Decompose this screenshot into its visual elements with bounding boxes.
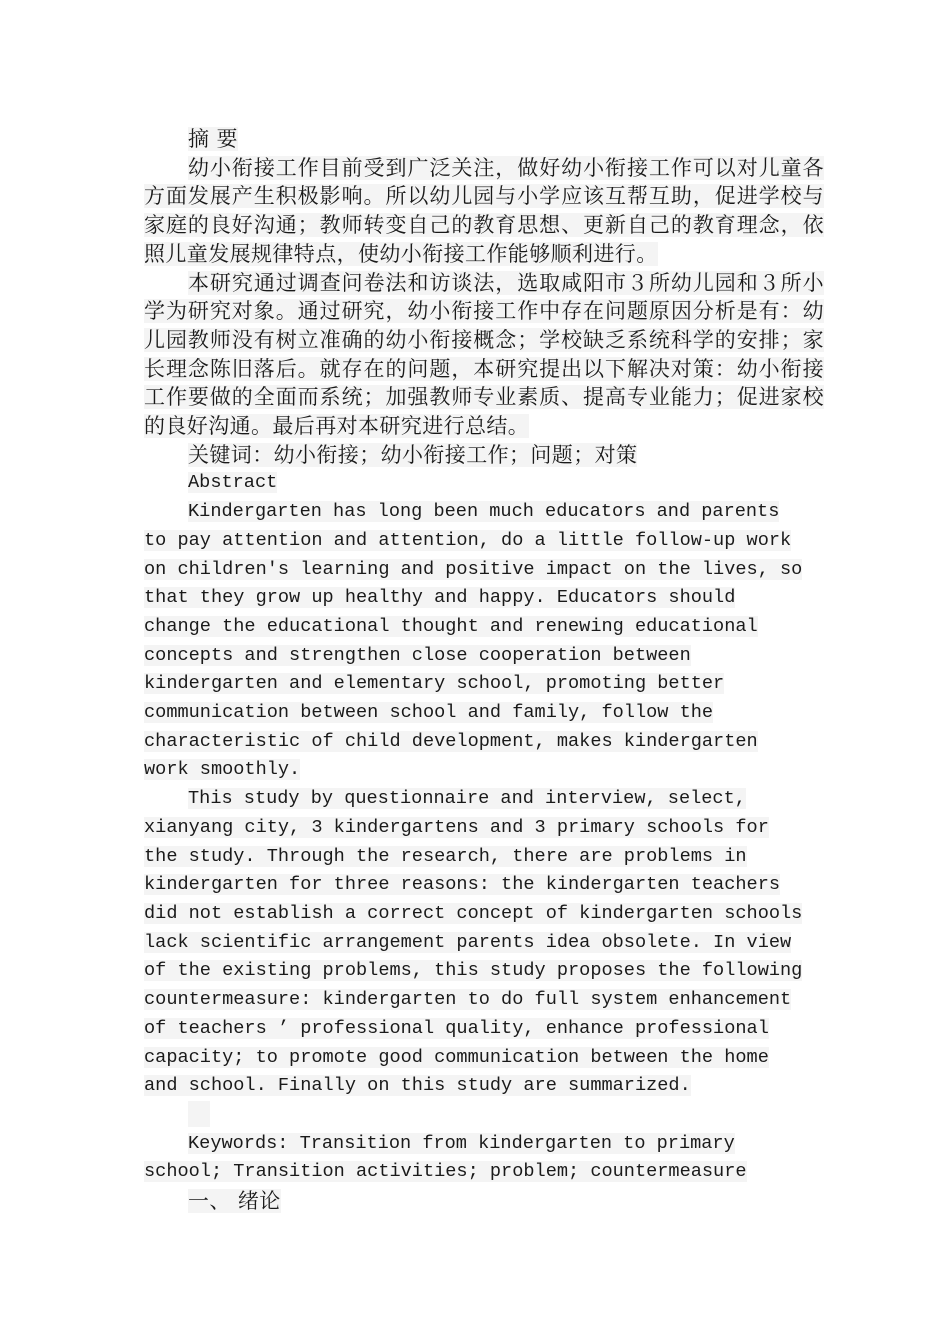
- abstract-zh-heading: 摘 要: [188, 127, 238, 151]
- paragraph-line: of the existing problems, this study proposes the following: [144, 960, 803, 982]
- paragraph-line: of teachers ’ professional quality, enhance professional: [144, 1017, 769, 1039]
- abstract-en-paragraph-1: [144, 498, 824, 785]
- paragraph-line: to pay attention and attention, do a little follow-up work: [144, 529, 792, 551]
- paragraph-line: on children's learning and positive impact on the lives, so: [144, 558, 803, 580]
- paragraph-line: did not establish a correct concept of kindergarten schools: [144, 902, 803, 924]
- paragraph-line: concepts and strengthen close cooperation between: [144, 644, 691, 666]
- keywords-en: [144, 1130, 824, 1187]
- paragraph-line: and school. Finally on this study are summarized.: [144, 1075, 691, 1097]
- keywords-zh: 关键词：幼小衔接；幼小衔接工作；问题；对策: [188, 442, 638, 467]
- abstract-en-heading: Abstract: [188, 472, 278, 494]
- abstract-zh-paragraph-2: 本研究通过调查问卷法和访谈法，选取咸阳市３所幼儿园和３所小学为研究对象。通过研究，幼小衔接工作中存在问题原因分析是有：幼儿园教师没有树立准确的幼小衔接概念；学校缺乏系统科学的安排；家长理念陈旧落后。就存在的问题，本研究提出以下解决对策：幼小衔接工作要做的全面而系统；加强教师专业素质、提高专业能力；促进家校的良好沟通。最后再对本研究进行总结。: [144, 270, 824, 439]
- abstract-zh-paragraph-1: 幼小衔接工作目前受到广泛关注，做好幼小衔接工作可以对儿童各方面发展产生积极影响。所以幼儿园与小学应该互帮互助，促进学校与家庭的良好沟通；教师转变自己的教育思想、更新自己的教育理念，依照儿童发展规律特点，使幼小衔接工作能够顺利进行。: [144, 155, 824, 266]
- paragraph-line: xianyang city, 3 kindergartens and 3 primary schools for: [144, 816, 769, 838]
- paragraph-line: capacity; to promote good communication between the home: [144, 1046, 769, 1068]
- blank-line: [188, 1101, 824, 1130]
- paragraph-line: kindergarten for three reasons: the kindergarten teachers: [144, 874, 781, 896]
- paragraph-line: work smoothly.: [144, 759, 301, 781]
- abstract-en-paragraph-2: [144, 785, 824, 1101]
- paragraph-line: characteristic of child development, makes kindergarten: [144, 730, 758, 752]
- paragraph-line: countermeasure: kindergarten to do full system enhancement: [144, 989, 792, 1011]
- paragraph-line: change the educational thought and renewing educational: [144, 615, 758, 637]
- paragraph-line: Kindergarten has long been much educators and parents: [188, 501, 780, 523]
- paragraph-line: the study. Through the research, there are problems in: [144, 845, 747, 867]
- section-heading-introduction: 一、 绪论: [188, 1189, 281, 1213]
- paragraph-line: that they grow up healthy and happy. Educators should: [144, 587, 736, 609]
- paragraph-line: communication between school and family, follow the: [144, 702, 714, 724]
- paragraph-line: lack scientific arrangement parents idea obsolete. In view: [144, 931, 792, 953]
- document-body: [144, 125, 824, 1216]
- blank-highlight: [188, 1101, 210, 1127]
- paragraph-line: Keywords: Transition from kindergarten to primary: [188, 1132, 735, 1154]
- paragraph-line: school; Transition activities; problem; countermeasure: [144, 1161, 747, 1183]
- paragraph-line: This study by questionnaire and interview, select,: [188, 788, 746, 810]
- paragraph-line: kindergarten and elementary school, promoting better: [144, 673, 725, 695]
